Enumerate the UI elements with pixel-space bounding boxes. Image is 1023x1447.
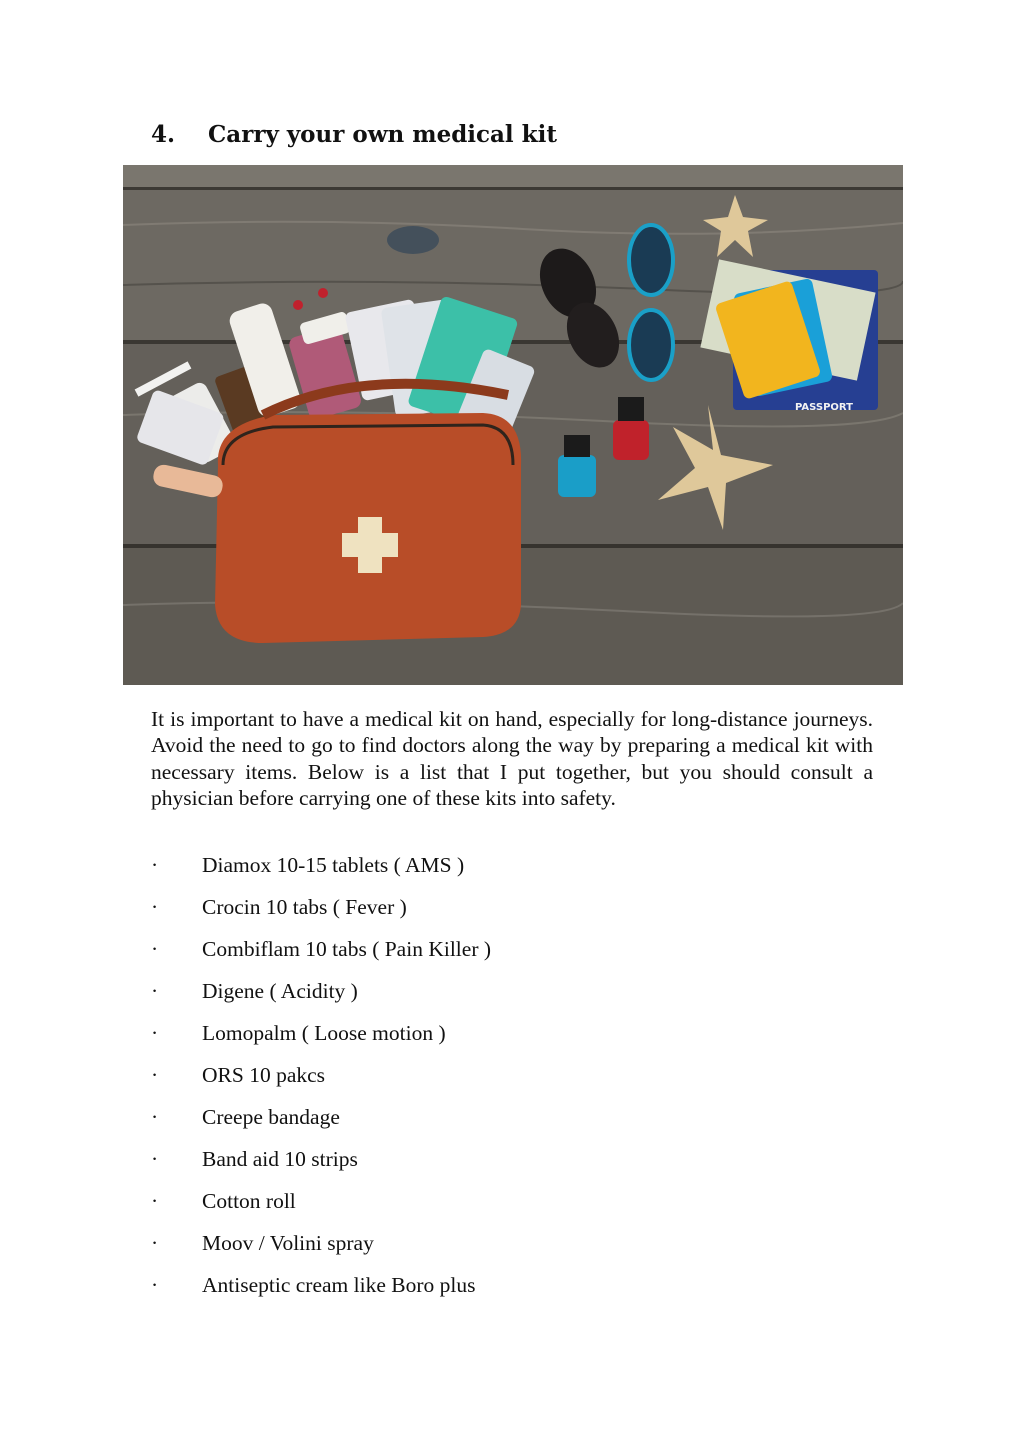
- list-item: [151, 1102, 491, 1144]
- svg-text:PASSPORT: PASSPORT: [795, 402, 854, 413]
- bullet: ·: [151, 979, 159, 1003]
- list-item-text: Creepe bandage: [202, 1105, 340, 1129]
- list-item: [151, 1018, 491, 1060]
- bullet: ·: [151, 1147, 159, 1171]
- medical-kit-list: [151, 850, 491, 1312]
- bullet: ·: [151, 937, 159, 961]
- bullet: ·: [151, 895, 159, 919]
- bullet: ·: [151, 853, 159, 877]
- list-item-text: Combiflam 10 tabs ( Pain Killer ): [202, 937, 492, 961]
- list-item: [151, 1060, 491, 1102]
- body-paragraph: It is important to have a medical kit on hand, especially for long-distance journeys. Avoid the need to go to find doctors along the way by preparing a medical kit with necessary items. Below is a list that I put together, but you should consult a physician before carrying one of these kits into safety.: [151, 707, 873, 810]
- list-item-text: ORS 10 pakcs: [202, 1063, 326, 1087]
- list-item: [151, 1270, 491, 1312]
- list-item-text: Lomopalm ( Loose motion ): [202, 1021, 446, 1045]
- bullet: ·: [151, 1189, 159, 1213]
- bullet: ·: [151, 1105, 159, 1129]
- list-item: [151, 1144, 491, 1186]
- section-heading: [151, 121, 557, 148]
- list-item-text: Digene ( Acidity ): [202, 979, 358, 1003]
- bullet: ·: [151, 1063, 159, 1087]
- bullet: ·: [151, 1021, 159, 1045]
- list-item: [151, 1228, 491, 1270]
- list-item-text: Diamox 10-15 tablets ( AMS ): [202, 853, 465, 877]
- bullet: ·: [151, 1273, 159, 1297]
- section-number: 4.: [151, 121, 176, 148]
- list-item: [151, 934, 491, 976]
- list-item-text: Moov / Volini spray: [202, 1231, 374, 1255]
- list-item-text: Cotton roll: [202, 1189, 296, 1213]
- list-item: [151, 976, 491, 1018]
- list-item-text: Antiseptic cream like Boro plus: [202, 1273, 476, 1297]
- list-item: [151, 1186, 491, 1228]
- list-item-text: Band aid 10 strips: [202, 1147, 358, 1171]
- bullet: ·: [151, 1231, 159, 1255]
- section-title: Carry your own medical kit: [208, 121, 557, 148]
- medical-kit-photo: [123, 165, 903, 685]
- list-item: [151, 892, 491, 934]
- list-item: [151, 850, 491, 892]
- list-item-text: Crocin 10 tabs ( Fever ): [202, 895, 407, 919]
